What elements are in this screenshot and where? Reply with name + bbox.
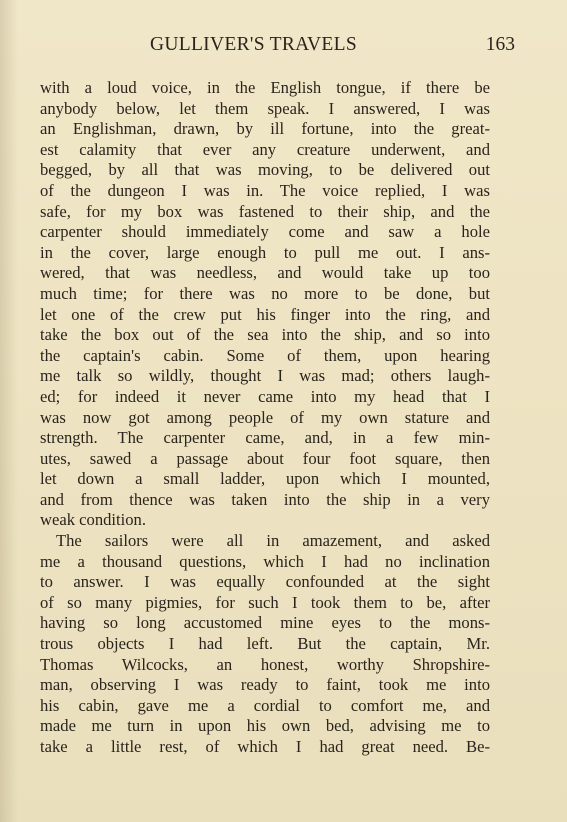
text-line: carpenter should immediately come and saw a hole — [40, 222, 490, 242]
text-line: take the box out of the sea into the ship, and so into — [40, 325, 490, 345]
text-line: utes, sawed a passage about four foot square, then — [40, 448, 490, 468]
text-line: begged, by all that was moving, to be delivered out — [40, 160, 490, 180]
text-line: Thomas Wilcocks, an honest, worthy Shropshire- — [40, 654, 490, 674]
text-line: me talk so wildly, thought I was mad; others laugh- — [40, 366, 490, 386]
text-line: to answer. I was equally confounded at the sight — [40, 572, 490, 592]
paragraph-end-line: weak condition. — [40, 510, 146, 530]
page-header — [40, 34, 540, 56]
text-line: let down a small ladder, upon which I mounted, — [40, 469, 490, 489]
text-line: and from thence was taken into the ship in a very — [40, 489, 490, 509]
text-line: safe, for my box was fastened to their ship, and the — [40, 201, 490, 221]
paragraph-start-line: The sailors were all in amazement, and asked — [56, 531, 490, 551]
text-line: much time; for there was no more to be done, but — [40, 283, 490, 303]
text-line: est calamity that ever any creature underwent, and — [40, 139, 490, 159]
text-line: of so many pigmies, for such I took them to be, after — [40, 592, 490, 612]
text-line: his cabin, gave me a cordial to comfort me, and — [40, 695, 490, 715]
text-line: take a little rest, of which I had great need. Be- — [40, 737, 490, 756]
text-line: trous objects I had left. But the captain, Mr. — [40, 634, 490, 654]
body-text — [40, 78, 490, 758]
running-title: GULLIVER'S TRAVELS — [150, 34, 357, 55]
text-line: an Englishman, drawn, by ill fortune, into the great- — [40, 119, 490, 139]
text-line: was now got among people of my own stature and — [40, 407, 490, 427]
text-line: in the cover, large enough to pull me out. I ans- — [40, 242, 490, 262]
text-line: of the dungeon I was in. The voice replied, I was — [40, 180, 490, 200]
text-line: made me turn in upon his own bed, advising me to — [40, 716, 490, 736]
text-line: having so long accustomed mine eyes to the mons- — [40, 613, 490, 633]
text-line: me a thousand questions, which I had no inclination — [40, 551, 490, 571]
text-line: man, observing I was ready to faint, took me into — [40, 675, 490, 695]
text-line: let one of the crew put his finger into the ring, and — [40, 304, 490, 324]
text-line: strength. The carpenter came, and, in a few min- — [40, 428, 490, 448]
page-gutter-shadow — [0, 0, 18, 822]
text-line: anybody below, let them speak. I answered, I was — [40, 98, 490, 118]
text-line: ed; for indeed it never came into my head that I — [40, 386, 490, 406]
text-line: with a loud voice, in the English tongue, if there be — [40, 78, 490, 97]
page-number: 163 — [485, 34, 515, 55]
text-line: wered, that was needless, and would take up too — [40, 263, 490, 283]
text-line: the captain's cabin. Some of them, upon hearing — [40, 345, 490, 365]
